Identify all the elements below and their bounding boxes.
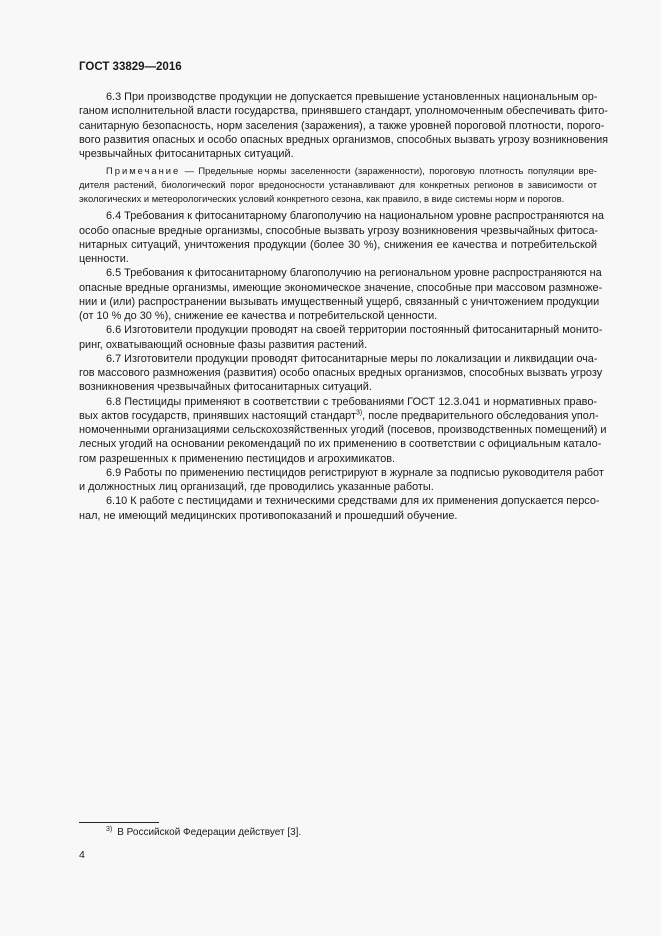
footnote-text: В Российской Федерации действует [3]. — [117, 827, 302, 838]
text-line: гом разрешенных к применению пестицидов и агрохимикатов. — [79, 452, 396, 465]
text-line: 6.5 Требования к фитосанитарному благополучию на региональном уровне распространяются на — [106, 267, 602, 280]
text-line: нитарных ситуаций, уничтожения продукции (более 30 %), снижения ее качества и потребительской — [79, 238, 597, 251]
text-line: 6.6 Изготовители продукции проводят на своей территории постоянный фитосанитарный монито- — [106, 324, 603, 337]
paragraph-6-7 — [79, 352, 603, 395]
text-line: номоченными организациями сельскохозяйственных угодий (посевов, производственных помещений) и — [79, 424, 607, 436]
text-line: 6.3 При производстве продукции не допускается превышение установленных национальным ор- — [106, 91, 598, 103]
paragraph-6-9 — [79, 466, 604, 495]
document-body — [79, 90, 609, 523]
text-line: дителя растений, биологический порог вредоносности устанавливают для конкретных регионов в зависимости от — [79, 179, 597, 191]
text-line: нии и (или) распространении вызывать имущественный ущерб, связанный с уничтожением продукции — [79, 295, 600, 308]
page-number: 4 — [79, 849, 85, 861]
footnote-reference[interactable]: 3) — [355, 409, 363, 417]
note-label: Примечание — [106, 165, 181, 177]
text-line — [79, 409, 597, 423]
text-line: чрезвычайных фитосанитарных ситуаций. — [79, 148, 294, 160]
text-line: возникновения чрезвычайных фитосанитарных ситуаций. — [79, 381, 372, 394]
text-line: вого развития опасных и особо опасных вредных организмов, способных вызвать угрозу возникновения — [79, 133, 609, 146]
paragraph-6-4 — [79, 209, 604, 266]
paragraph-6-5 — [79, 266, 603, 323]
text-line: 6.9 Работы по применению пестицидов регистрируют в журнале за подписью руководителя работ — [106, 466, 604, 479]
paragraph-6-6 — [79, 323, 603, 352]
text-line: лесных угодий на основании рекомендаций по их применению в соответствии с официальным катало- — [79, 438, 602, 451]
text-line: опасные вредные организмы, имеющие экономическое значение, способные при массовом размноже- — [79, 281, 603, 294]
note-text: — Предельные нормы заселенности (зараженности), пороговую плотность популяции вре- — [180, 165, 597, 177]
text-line: 6.4 Требования к фитосанитарному благополучию на национальном уровне распространяются на — [106, 210, 604, 223]
text-line: ринг, охватывающий основные фазы развития растений. — [79, 338, 368, 351]
text-line — [79, 164, 597, 178]
footnote — [106, 827, 301, 838]
text-line: 6.8 Пестициды применяют в соответствии с требованиями ГОСТ 12.3.041 и нормативных право- — [106, 395, 597, 408]
text-line: гов массового размножения (развития) особо опасных вредных организмов, способных вызвать угрозу — [79, 367, 603, 379]
text-fragment: , после предварительного обследования упол- — [362, 409, 599, 422]
paragraph-6-8 — [79, 395, 607, 466]
paragraph-6-10 — [79, 494, 600, 523]
text-line: и должностных лиц организаций, где проводились указанные работы. — [79, 481, 434, 493]
text-line: экологических и метеорологических условий конкретного сезона, как правило, в виде системы норм и порогов. — [79, 193, 565, 205]
text-line: нал, не имеющий медицинских противопоказаний и прошедший обучение. — [79, 509, 458, 522]
text-line: 6.7 Изготовители продукции проводят фитосанитарные меры по локализации и ликвидации оча- — [106, 352, 598, 365]
paragraph-6-3 — [79, 90, 609, 161]
note — [79, 164, 597, 206]
text-line: ганом исполнительной власти государства, принявшего стандарт, уполномоченным обеспечивать фито- — [79, 105, 608, 118]
text-line: санитарную безопасность, норм заселения (заражения), а также уровней пороговой плотности, порого- — [79, 119, 605, 132]
footnote-marker: 3) — [106, 825, 113, 833]
text-line: особо опасные вредные организмы, способные вызвать угрозу возникновения чрезвычайных фитоса- — [79, 224, 599, 237]
text-line: (от 10 % до 30 %), снижение ее качества и потребительской ценности. — [79, 310, 438, 322]
footnote-divider — [79, 822, 159, 823]
document-header: ГОСТ 33829—2016 — [79, 61, 182, 73]
text-line: ценности. — [79, 253, 129, 265]
text-line: 6.10 К работе с пестицидами и техническими средствами для их применения допускается персо- — [106, 495, 600, 508]
text-fragment: вых актов государств, принявших настоящий стандарт — [79, 409, 356, 422]
